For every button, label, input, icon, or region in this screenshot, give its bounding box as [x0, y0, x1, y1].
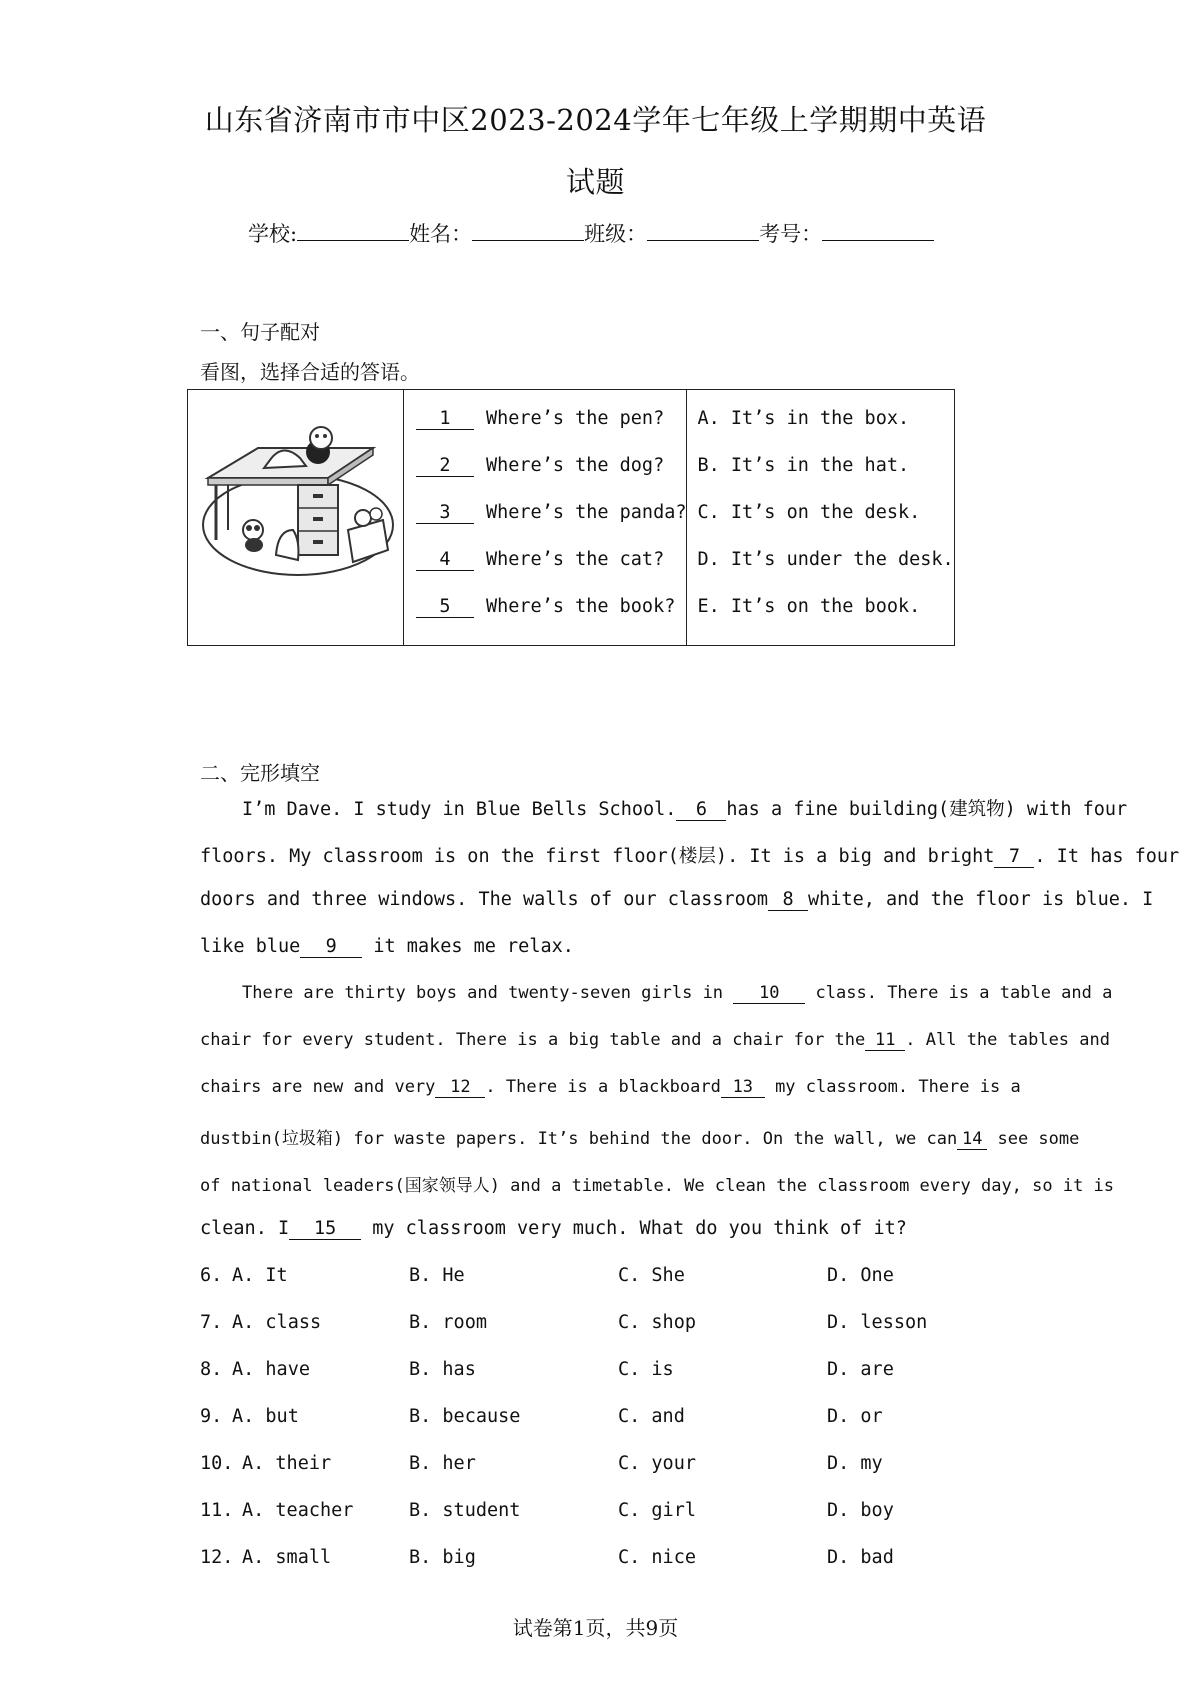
passage-text: doors and three windows. The walls of our classroom: [200, 889, 769, 910]
passage-text: see some: [997, 1129, 1080, 1149]
passage-text: clean. I: [200, 1218, 290, 1239]
option-q-num: 8.: [200, 1359, 223, 1380]
option-a[interactable]: A. teacher: [242, 1500, 354, 1521]
blank-13[interactable]: 13: [721, 1077, 765, 1098]
blank-7[interactable]: 7: [994, 846, 1034, 868]
passage-line: [242, 795, 1127, 821]
class-blank[interactable]: [647, 222, 759, 241]
option-d[interactable]: D. boy: [827, 1500, 894, 1521]
option-b[interactable]: B. room: [409, 1312, 487, 1333]
question-text: Where’s the pen?: [486, 408, 665, 429]
passage-text: has a fine building(建筑物) with four: [726, 799, 1128, 820]
section1-instruction: 看图，选择合适的答语。: [200, 360, 420, 384]
passage-text: class. There is a table and a: [815, 983, 1113, 1003]
option-q-num: 11.: [200, 1500, 234, 1521]
question-row: [416, 489, 686, 536]
answer-option: D. It’s under the desk.: [697, 549, 954, 570]
option-q-num: 9.: [200, 1406, 223, 1427]
answer-option: C. It’s on the desk.: [697, 502, 921, 523]
school-label: 学校:: [248, 222, 298, 246]
answer-blank-5[interactable]: 5: [416, 596, 474, 618]
option-c[interactable]: C. nice: [618, 1547, 696, 1568]
school-blank[interactable]: [297, 222, 409, 241]
question-row: [416, 583, 686, 630]
passage-line: [242, 983, 1112, 1004]
blank-11[interactable]: 11: [865, 1030, 905, 1051]
blank-10[interactable]: 10: [733, 983, 805, 1004]
option-b[interactable]: B. has: [409, 1359, 476, 1380]
exam-title-line1: 山东省济南市市中区2023-2024学年七年级上学期期中英语: [204, 103, 987, 137]
name-label: 姓名：: [409, 222, 473, 246]
passage-line: [200, 1218, 907, 1240]
blank-8[interactable]: 8: [768, 889, 808, 911]
exam-no-blank[interactable]: [822, 222, 934, 241]
answer-blank-4[interactable]: 4: [416, 549, 474, 571]
answer-option: B. It’s in the hat.: [697, 455, 910, 476]
option-a[interactable]: A. but: [232, 1406, 299, 1427]
option-d[interactable]: D. my: [827, 1453, 883, 1474]
option-a[interactable]: A. their: [242, 1453, 332, 1474]
passage-text: . It has four: [1034, 846, 1180, 867]
option-c[interactable]: C. She: [618, 1265, 685, 1286]
passage-text: it makes me relax.: [373, 936, 574, 957]
questions-cell: [404, 390, 687, 646]
student-info-line: [248, 218, 934, 248]
passage-text: I’m Dave. I study in Blue Bells School.: [242, 799, 677, 820]
option-c[interactable]: C. shop: [618, 1312, 696, 1333]
passage-text: dustbin(垃圾箱) for waste papers. It’s behind the door. On the wall, we can: [200, 1129, 958, 1149]
question-row: [416, 442, 686, 489]
option-b[interactable]: B. He: [409, 1265, 465, 1286]
question-row: [416, 395, 686, 442]
page-footer: 试卷第1页，共9页: [512, 1616, 679, 1640]
class-label: 班级：: [584, 222, 648, 246]
answer-option: A. It’s in the box.: [697, 408, 910, 429]
question-row: [416, 536, 686, 583]
desk-scene-illustration: [188, 390, 403, 641]
picture-cell: [188, 390, 404, 646]
passage-text: It is a big and bright: [749, 846, 995, 867]
passage-text: white, and the floor is blue. I: [808, 889, 1154, 910]
option-q-num: 12.: [200, 1547, 234, 1568]
option-a[interactable]: A. class: [232, 1312, 322, 1333]
option-d[interactable]: D. One: [827, 1265, 894, 1286]
section1-heading: 一、句子配对: [200, 320, 320, 344]
option-b[interactable]: B. because: [409, 1406, 521, 1427]
question-text: Where’s the panda?: [486, 502, 687, 523]
passage-text: floors. My classroom is on the first floor(楼层).: [200, 846, 739, 867]
option-d[interactable]: D. are: [827, 1359, 894, 1380]
passage-text: my classroom. There is a: [775, 1077, 1021, 1097]
answers-cell: [687, 390, 954, 646]
passage-line: [200, 889, 1153, 911]
passage-text: . There is a blackboard: [485, 1077, 721, 1097]
question-text: Where’s the dog?: [486, 455, 665, 476]
option-d[interactable]: D. bad: [827, 1547, 894, 1568]
passage-line: [200, 1171, 1114, 1196]
option-a[interactable]: A. small: [242, 1547, 332, 1568]
passage-text: . All the tables and: [905, 1030, 1110, 1050]
option-c[interactable]: C. and: [618, 1406, 685, 1427]
blank-14[interactable]: 14: [957, 1129, 987, 1150]
passage-line: [200, 1124, 1079, 1150]
question-text: Where’s the cat?: [486, 549, 665, 570]
passage-text: like blue: [200, 936, 301, 957]
blank-12[interactable]: 12: [435, 1077, 485, 1098]
answer-option: E. It’s on the book.: [697, 596, 921, 617]
matching-table: [187, 389, 955, 646]
passage-text: chairs are new and very: [200, 1077, 436, 1097]
option-q-num: 7.: [200, 1312, 223, 1333]
exam-no-label: 考号：: [759, 222, 823, 246]
passage-text: of national leaders(国家领导人) and a timetable. We clean the classroom every day, so it is: [200, 1176, 1115, 1196]
passage-line: [200, 1077, 1021, 1098]
answer-blank-3[interactable]: 3: [416, 502, 474, 524]
option-a[interactable]: A. have: [232, 1359, 310, 1380]
passage-line: [200, 842, 1179, 868]
blank-6[interactable]: 6: [676, 799, 726, 821]
name-blank[interactable]: [472, 222, 584, 241]
option-b[interactable]: B. her: [409, 1453, 476, 1474]
option-c[interactable]: C. your: [618, 1453, 696, 1474]
option-d[interactable]: D. lesson: [827, 1312, 928, 1333]
passage-line: [200, 1030, 1110, 1051]
option-c[interactable]: C. girl: [618, 1500, 696, 1521]
answer-blank-1[interactable]: 1: [416, 408, 474, 430]
exam-title-line2: 试题: [565, 165, 625, 199]
blank-9[interactable]: 9: [300, 936, 362, 958]
passage-line: [200, 936, 574, 958]
passage-text: There are thirty boys and twenty-seven girls in: [242, 983, 724, 1003]
answer-blank-2[interactable]: 2: [416, 455, 474, 477]
question-text: Where’s the book?: [486, 596, 676, 617]
option-d[interactable]: D. or: [827, 1406, 883, 1427]
option-b[interactable]: B. big: [409, 1547, 476, 1568]
section2-heading: 二、完形填空: [200, 761, 320, 785]
option-q-num: 6.: [200, 1265, 223, 1286]
blank-15[interactable]: 15: [289, 1218, 361, 1240]
passage-text: chair for every student. There is a big table and a chair for the: [200, 1030, 866, 1050]
option-a[interactable]: A. It: [232, 1265, 288, 1286]
passage-text: my classroom very much. What do you think of it?: [372, 1218, 907, 1239]
option-q-num: 10.: [200, 1453, 234, 1474]
option-c[interactable]: C. is: [618, 1359, 674, 1380]
option-b[interactable]: B. student: [409, 1500, 521, 1521]
